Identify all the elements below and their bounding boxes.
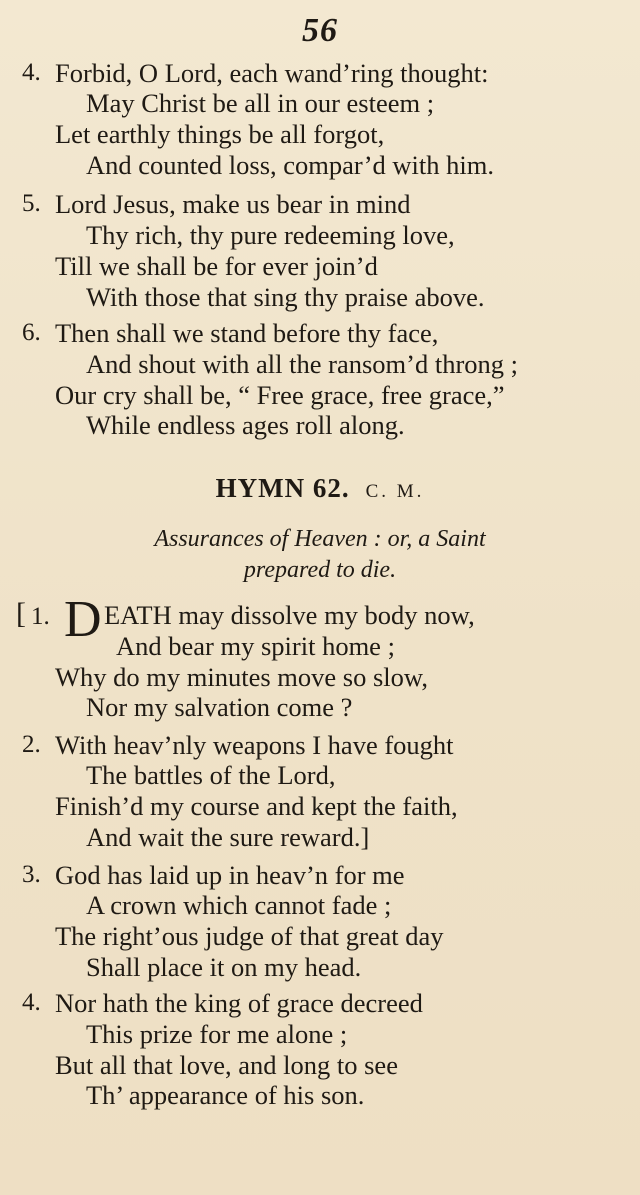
verse-line: While endless ages roll along. <box>86 410 405 440</box>
verse-line: Forbid, O Lord, each wand’ring thought: <box>55 58 489 88</box>
verse-line: But all that love, and long to see <box>55 1050 398 1080</box>
hymn-subtitle-line-2: prepared to die. <box>243 557 397 583</box>
verse-line: And wait the sure reward.] <box>86 822 370 852</box>
verse-line: EATH may dissolve my body now, <box>104 600 475 630</box>
verse-line: Why do my minutes move so slow, <box>55 662 428 692</box>
verse-line: Then shall we stand before thy face, <box>55 318 439 348</box>
verse-line: Let earthly things be all forgot, <box>55 119 385 149</box>
verse-line: Th’ appearance of his son. <box>86 1080 365 1110</box>
verse-line: Nor my salvation come ? <box>86 692 353 722</box>
verse-line: A crown which cannot fade ; <box>86 890 392 920</box>
verse-line: The right’ous judge of that great day <box>55 921 444 951</box>
verse-line: May Christ be all in our esteem ; <box>86 88 435 118</box>
stanza-number: 3. <box>22 861 41 888</box>
verse-line: With those that sing thy praise above. <box>86 282 485 312</box>
verse-line: And shout with all the ransom’d throng ; <box>86 349 519 379</box>
hymn-meter: C. M. <box>365 481 425 502</box>
verse-line: And bear my spirit home ; <box>116 631 395 661</box>
verse-line: And counted loss, compar’d with him. <box>86 150 494 180</box>
verse-line: Our cry shall be, “ Free grace, free grace,” <box>55 380 505 410</box>
verse-line: Finish’d my course and kept the faith, <box>55 791 458 821</box>
stanza-number: 6. <box>22 319 41 346</box>
hymn-subtitle-line-1: Assurances of Heaven : or, a Saint <box>154 526 486 552</box>
verse-line: Thy rich, thy pure redeeming love, <box>86 220 455 250</box>
stanza-number: 4. <box>22 59 41 86</box>
verse-line: Shall place it on my head. <box>86 952 362 982</box>
hymn-heading <box>0 473 640 504</box>
stanza-number: 1. <box>31 603 50 630</box>
verse-line: This prize for me alone ; <box>86 1019 348 1049</box>
verse-line: With heav’nly weapons I have fought <box>55 730 454 760</box>
hymn-title: HYMN 62. <box>215 473 350 503</box>
verse-line: God has laid up in heav’n for me <box>55 860 405 890</box>
opening-bracket: [ <box>16 597 26 630</box>
drop-cap: D <box>64 591 102 648</box>
verse-line: Lord Jesus, make us bear in mind <box>55 189 411 219</box>
stanza-number: 4. <box>22 989 41 1016</box>
page-number: 56 <box>302 12 338 49</box>
stanza-number: 5. <box>22 190 41 217</box>
verse-line: The battles of the Lord, <box>86 760 336 790</box>
verse-line: Nor hath the king of grace decreed <box>55 988 423 1018</box>
verse-line: Till we shall be for ever join’d <box>55 251 378 281</box>
stanza-number: 2. <box>22 731 41 758</box>
